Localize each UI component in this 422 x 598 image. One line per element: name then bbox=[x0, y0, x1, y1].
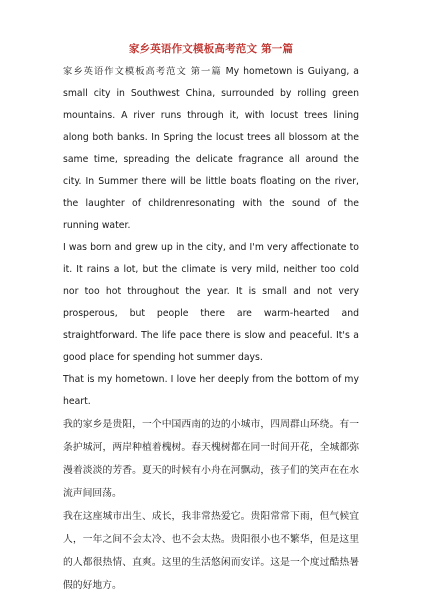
paragraph-body: My hometown is Guiyang, a small city in Southwest China, surrounded by rolling green mountains. A river runs through it, with locust trees lining along both banks. In Spring the locust trees all blossom at the same time, spreading the delicate fragrance all around the city. In Summer there will be little boats floating on the river, the laughter of childrenresonating with the sound of the running water. bbox=[63, 66, 359, 231]
document-page bbox=[63, 42, 359, 597]
paragraph-english-1 bbox=[63, 61, 359, 237]
document-title: 家乡英语作文模板高考范文 第一篇 bbox=[128, 43, 294, 55]
paragraph-english-2: I was born and grew up in the city, and I'm very affectionate to it. It rains a lot, but the climate is very mild, neither too cold nor too hot throughout the year. It is small and not very prosperous, but people there are warm-hearted and straightforward. The life pace there is slow and peaceful. It's a good place for spending hot summer days. bbox=[63, 242, 359, 363]
paragraph-chinese-1: 我的家乡是贵阳，一个中国西南的边的小城市，四周群山环绕。有一条护城河，两岸种植着槐树。春天槐树都在同一时间开花，全城都弥漫着淡淡的芳香。夏天的时候有小舟在河飘动，孩子们的笑声在在水流声间回荡。 bbox=[63, 419, 359, 499]
paragraph-english-3: That is my hometown. I love her deeply from the bottom of my heart. bbox=[63, 374, 359, 407]
paragraph-lead: 家乡英语作文模板高考范文 第一篇 bbox=[63, 66, 222, 77]
paragraph-chinese-2: 我在这座城市出生、成长，我非常热爱它。贵阳常常下雨，但气候宜人，一年之间不会太冷、也不会太热。贵阳很小也不繁华，但是这里的人都很热情、直爽。这里的生活悠闲而安详。这是一个度过酷热暑假的好地方。 bbox=[63, 511, 359, 591]
